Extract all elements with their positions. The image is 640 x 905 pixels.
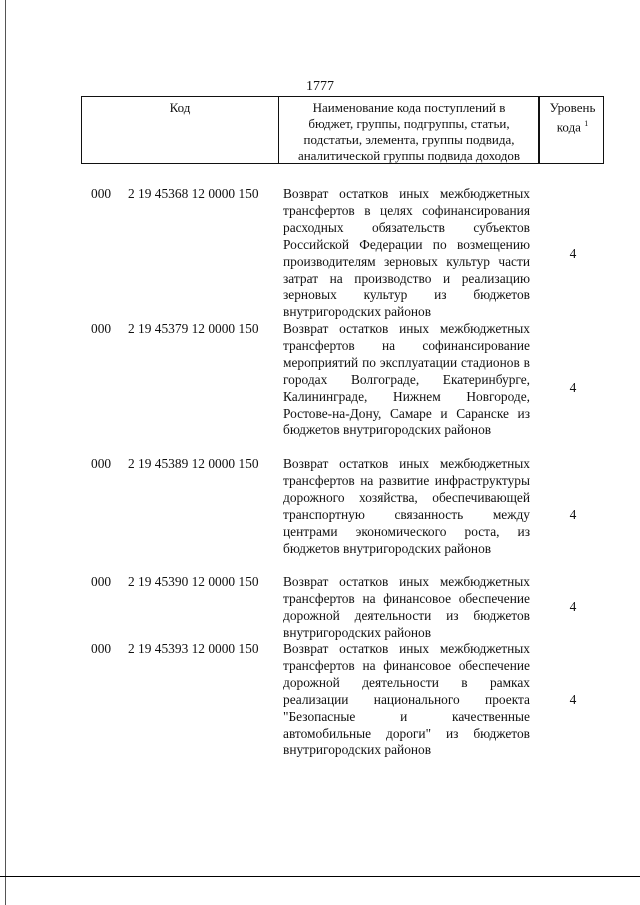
table-row: [91, 641, 591, 761]
row-code: 2 19 45389 12 0000 150: [128, 456, 259, 471]
row-code: 2 19 45393 12 0000 150: [128, 641, 259, 656]
header-name-line: бюджет, группы, подгруппы, статьи,: [308, 116, 510, 131]
scan-edge-line: [5, 0, 6, 905]
header-level-label: кода: [556, 119, 581, 135]
row-level: 4: [569, 599, 577, 614]
row-level: 4: [569, 692, 577, 707]
header-level-line1: Уровень: [549, 100, 596, 115]
table-header: [81, 96, 604, 164]
header-level-footnote: 1: [584, 119, 589, 128]
header-name: [278, 97, 540, 163]
row-level: 4: [569, 507, 577, 522]
row-description: Возврат остатков иных межбюджетных трансфертов на софинансирование мероприятий по эксплуатации стадионов в городах Волгограде, Екатеринбурге, Калининграде, Нижнем Новгороде, Ростове-на-Дону, Самаре и Саранске из бюджетов внутригородских районов: [283, 321, 530, 438]
row-prefix: 000: [91, 641, 112, 656]
table-row: [91, 186, 591, 321]
row-prefix: 000: [91, 186, 112, 201]
page-number: 1777: [306, 79, 334, 94]
header-name-line: подстатьи, элемента, группы подвида,: [303, 132, 515, 147]
row-code: 2 19 45390 12 0000 150: [128, 574, 259, 589]
header-code: Код: [169, 100, 191, 115]
row-code: 2 19 45379 12 0000 150: [128, 321, 259, 336]
page-bottom-edge: [0, 876, 640, 877]
table-row: [91, 574, 591, 641]
header-name-line: Наименование кода поступлений в: [312, 100, 506, 115]
row-level: 4: [569, 380, 577, 395]
header-level-line2: [539, 116, 606, 135]
header-level: [538, 97, 606, 163]
row-description: Возврат остатков иных межбюджетных трансфертов на финансовое обеспечение дорожной деятельности из бюджетов внутригородских районов: [283, 574, 530, 640]
row-prefix: 000: [91, 321, 112, 336]
row-code: 2 19 45368 12 0000 150: [128, 186, 259, 201]
row-description: Возврат остатков иных межбюджетных трансфертов на финансовое обеспечение дорожной деятельности в рамках реализации национального проекта "Безопасные и качественные автомобильные дороги" из бюджетов внутригородских районов: [283, 641, 530, 758]
row-level: 4: [569, 246, 577, 261]
row-prefix: 000: [91, 456, 112, 471]
header-name-line: аналитической группы подвида доходов: [297, 148, 521, 163]
table-row: [91, 456, 591, 574]
row-description: Возврат остатков иных межбюджетных трансфертов в целях софинансирования расходных обязательств субъектов Российской Федерации по возмещению производителям зерновых культур части затрат на производство и реализацию зерновых культур из бюджетов внутригородских районов: [283, 186, 530, 320]
row-prefix: 000: [91, 574, 112, 589]
table-row: [91, 321, 591, 456]
row-description: Возврат остатков иных межбюджетных трансфертов на развитие инфраструктуры дорожного хозяйства, обеспечивающей транспортную связанность между центрами экономического роста, из бюджетов внутригородских районов: [283, 456, 530, 556]
